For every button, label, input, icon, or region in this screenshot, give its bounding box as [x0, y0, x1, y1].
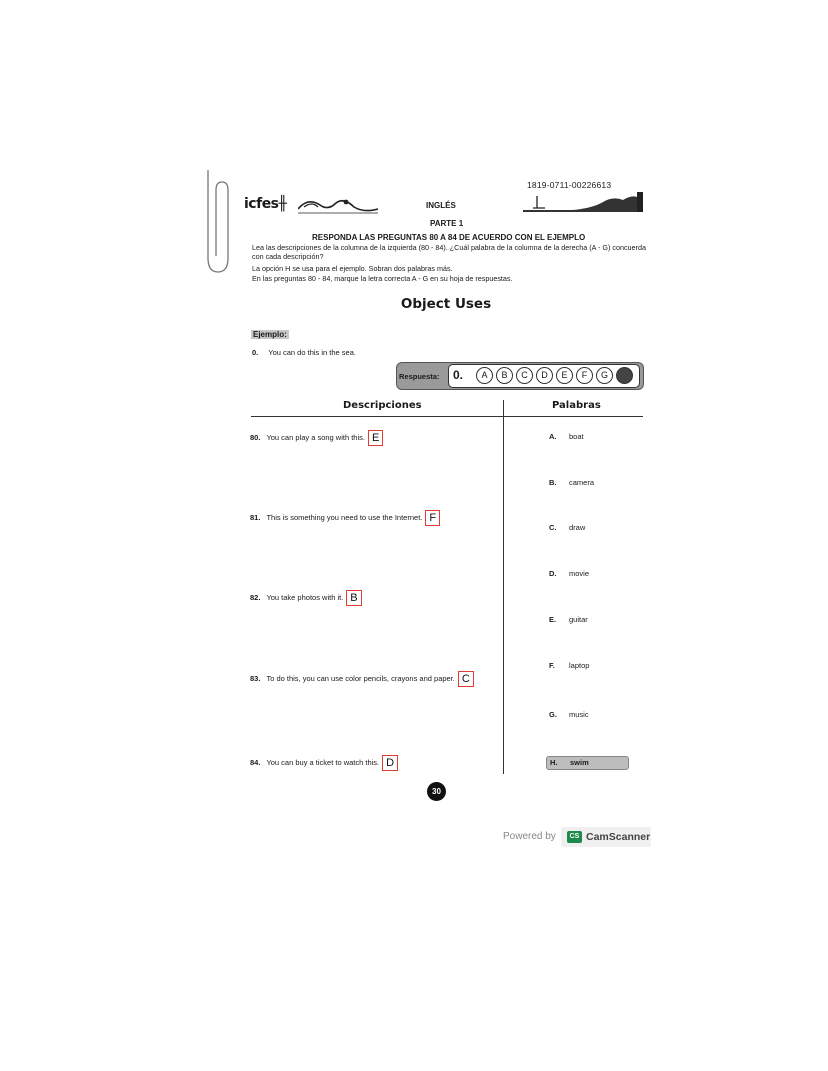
answer-bubble-h-selected: H — [616, 367, 633, 384]
column-divider — [503, 400, 504, 774]
icfes-logo: icfes╫ — [244, 196, 287, 212]
answer-bubble-e: E — [556, 367, 573, 384]
word-option-c: C. draw — [549, 523, 586, 532]
answer-bubble-d: D — [536, 367, 553, 384]
question-83 — [250, 671, 474, 687]
word-option-d: D. movie — [549, 569, 590, 578]
part-label: PARTE 1 — [430, 219, 464, 228]
question-number: 84. — [250, 757, 261, 767]
instruction-title: RESPONDA LAS PREGUNTAS 80 A 84 DE ACUERDO CON EL EJEMPLO — [312, 233, 586, 242]
example-text: You can do this in the sea. — [268, 348, 356, 357]
column-header-descripciones: Descripciones — [343, 400, 422, 411]
page-number: 30 — [427, 782, 446, 801]
answer-bubble-f: F — [576, 367, 593, 384]
question-number: 81. — [250, 512, 261, 522]
camscanner-name: CamScanner — [586, 831, 651, 843]
answer-number: 0. — [453, 368, 464, 382]
question-text: You can play a song with this. — [266, 432, 365, 442]
question-81 — [250, 510, 440, 526]
question-text: This is something you need to use the Internet. — [266, 512, 423, 522]
instruction-text-2: La opción H se usa para el ejemplo. Sobran dos palabras más. — [252, 264, 453, 273]
instruction-text-1: Lea las descripciones de la columna de la izquierda (80 - 84). ¿Cuál palabra de la columna de la derecha (A - G) concuerda con cada descripción? — [252, 243, 646, 261]
handwritten-answer-box: D — [382, 755, 398, 771]
example-question — [252, 348, 356, 357]
word-option-a: A. boat — [549, 432, 584, 441]
answer-bubble-a: A — [476, 367, 493, 384]
example-tag: Ejemplo: — [253, 330, 287, 339]
handwritten-answer-box: E — [368, 430, 383, 446]
question-number: 80. — [250, 432, 261, 442]
question-80 — [250, 430, 383, 446]
word-option-g: G. music — [549, 710, 589, 719]
answer-bubble-g: G — [596, 367, 613, 384]
subject-title: INGLÉS — [426, 201, 456, 210]
answer-label: Respuesta: — [399, 372, 440, 381]
camscanner-logo-icon: CS — [567, 831, 582, 843]
handwritten-answer-box: F — [425, 510, 440, 526]
word-option-f: F. laptop — [549, 661, 590, 670]
page-title: Object Uses — [400, 296, 492, 312]
instruction-text-3: En las preguntas 80 - 84, marque la letra correcta A - G en su hoja de respuestas. — [252, 274, 513, 283]
powered-by-label: Powered by — [503, 831, 556, 842]
word-option-e: E. guitar — [549, 615, 588, 624]
answer-bubble-c: C — [516, 367, 533, 384]
header-divider — [251, 416, 643, 417]
example-number: 0. — [252, 348, 259, 357]
question-84 — [250, 755, 398, 771]
logo-mark-icon: ╫ — [278, 196, 287, 212]
question-text: To do this, you can use color pencils, crayons and paper. — [266, 673, 455, 683]
question-number: 82. — [250, 592, 261, 602]
handwritten-answer-box: C — [458, 671, 474, 687]
wave-swimmer-illustration-icon — [298, 193, 378, 215]
word-option-h-example: H. swim — [546, 756, 629, 770]
question-text: You take photos with it. — [266, 592, 344, 602]
barcode-number: 1819-0711-00226613 — [527, 180, 612, 190]
handwritten-answer-box: B — [346, 590, 361, 606]
question-82 — [250, 590, 362, 606]
question-text: You can buy a ticket to watch this. — [266, 757, 380, 767]
question-number: 83. — [250, 673, 261, 683]
word-option-b: B. camera — [549, 478, 595, 487]
column-header-palabras: Palabras — [552, 400, 601, 411]
answer-bubble-b: B — [496, 367, 513, 384]
boat-landscape-illustration-icon — [523, 190, 645, 216]
paperclip-icon — [200, 168, 234, 278]
